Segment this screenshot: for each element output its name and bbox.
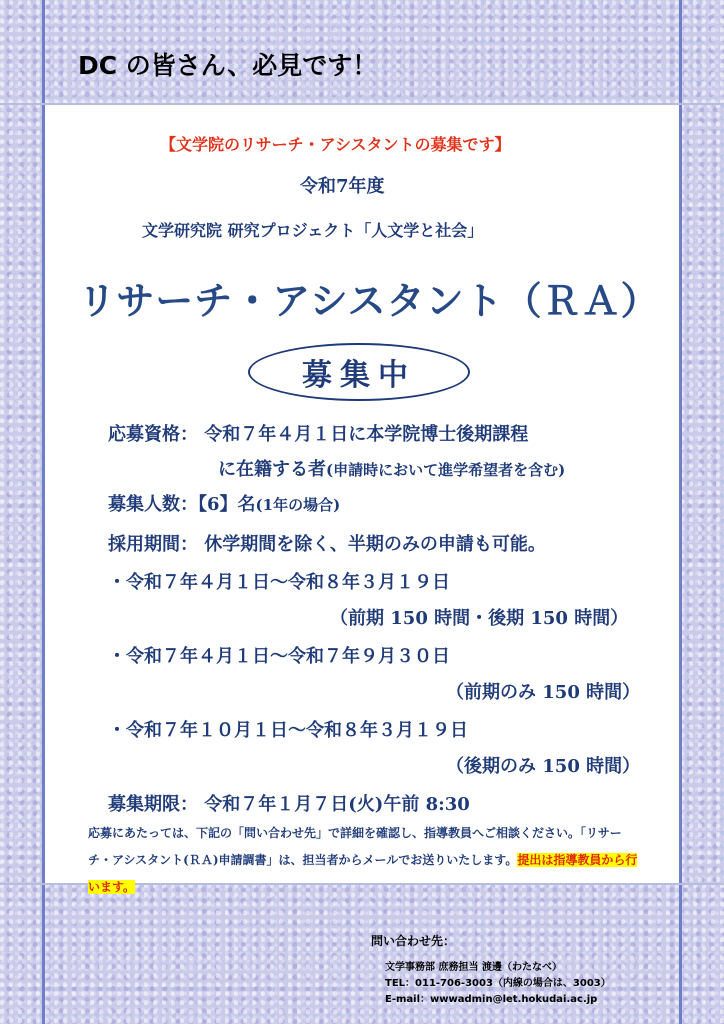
qualification-line1: 令和７年４月１日に本学院博士後期課程 [204,424,529,445]
headcount-value: 【6】名 [198,494,256,515]
qualification-row [108,420,528,446]
headcount-row [108,490,340,516]
headcount-note: (1年の場合) [255,496,341,514]
page-title: リサーチ・アシスタント（ＲＡ） [78,279,660,323]
headcount-label: 募集人数： [108,494,198,515]
period-text: 休学期間を除く、半期のみの申請も可能。 [204,534,546,555]
instructions-paragraph [88,820,640,901]
contact-heading: 問い合わせ先： [371,934,456,948]
option-hours: （後期のみ 150 時間） [446,756,641,777]
period-row [108,530,546,556]
right-band [680,103,724,883]
instructions-text: 応募にあたっては、下記の「問い合わせ先」で詳細を確認し、指導教員へご相談ください。「リサーチ・アシスタント(ＲＡ)申請調書」は、担当者からメールでお送りいたします。 [88,826,622,867]
qualification-row-2 [218,455,565,481]
option-range: ・令和７年１０月１日～令和８年３月１９日 [108,720,468,741]
left-band [0,103,44,883]
option-range: ・令和７年４月１日～令和７年９月３０日 [108,646,450,667]
deadline-label: 募集期限： [108,794,198,815]
deadline-row [108,790,470,816]
qualification-line2b: (申請時において進学希望者を含む) [326,461,566,479]
qualification-line2a: に在籍する者 [218,459,326,480]
option-hours: （前期 150 時間・後期 150 時間） [330,608,629,629]
bottom-band [0,883,724,1024]
submission-note: 提出は指導教員から行います。 [88,853,638,894]
option-range: ・令和７年４月１日～令和８年３月１９日 [108,572,450,593]
period-label: 採用期間： [108,534,198,555]
qualification-label: 応募資格： [108,424,198,445]
deadline-value: 令和７年１月７日(火)午前 8:30 [204,794,470,815]
fiscal-year: 令和7年度 [300,176,385,197]
notice-heading: 【文学院のリサーチ・アシスタントの募集です】 [160,135,511,154]
contact-tel: TEL：011-706-3003（内線の場合は、3003） [385,978,611,989]
left-divider [42,0,45,1024]
headline: DC の皆さん、必見です！ [78,51,378,80]
project-name: 文学研究院 研究プロジェクト「人文学と社会」 [142,221,484,240]
contact-email[interactable]: E-mail：wwwadmin@let.hokudai.ac.jp [385,994,598,1005]
right-divider [679,0,682,1024]
option-hours: （前期のみ 150 時間） [446,682,641,703]
contact-office: 文学事務部 庶務担当 渡邊（わたなべ） [385,962,562,973]
top-divider [0,103,724,105]
recruiting-label: 募集中 [302,358,416,393]
